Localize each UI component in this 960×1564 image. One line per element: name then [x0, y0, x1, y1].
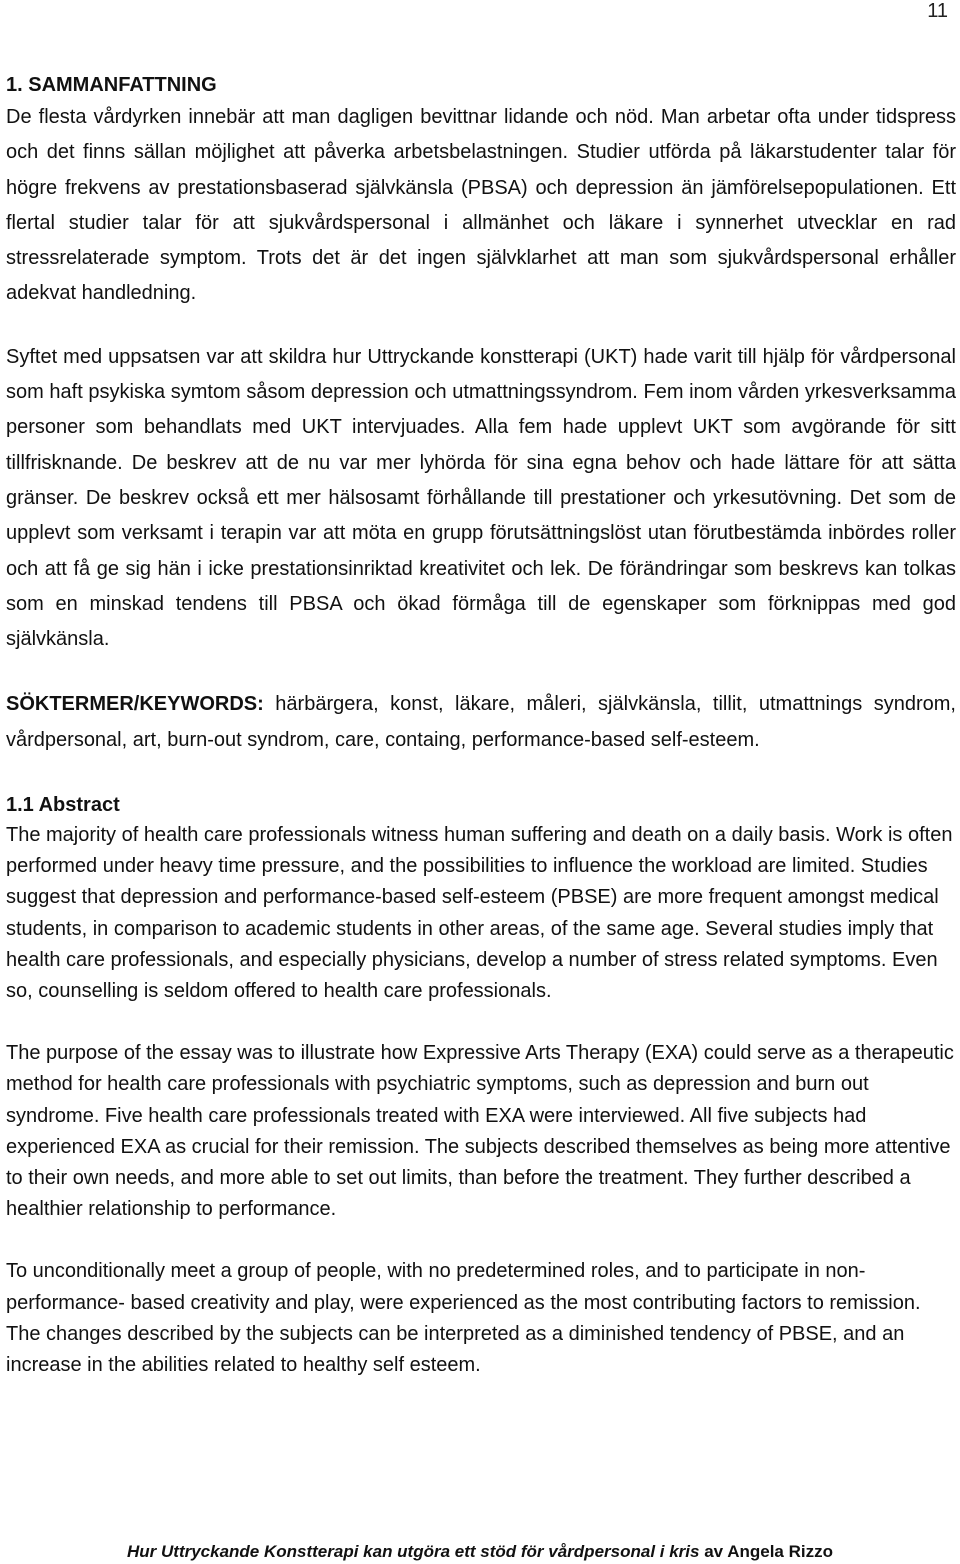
footer-title: Hur Uttryckande Konstterapi kan utgöra ett stöd för vårdpersonal i kris: [127, 1542, 700, 1561]
abstract-paragraph-1: The majority of health care professionals witness human suffering and death on a daily basis. Work is often performed under heavy time pressure, and the possibilities to influence the workload are limited. Studies suggest that depression and performance-based self-esteem (PBSE) are more frequent amongst medical students, in comparison to academic students in other areas, of the same age. Several studies imply that health care professionals, and especially physicians, develop a number of stress related symptoms. Even so, counselling is seldom offered to health care professionals.: [6, 824, 953, 1003]
sammanfattning-paragraph-1: De flesta vårdyrken innebär att man dagligen bevittnar lidande och nöd. Man arbetar ofta under tidspress och det finns sällan möjlighet att påverka arbetsbelastningen. Studier utförda på läkarstudenter talar för högre frekvens av prestationsbaserad självkänsla (PBSA) och depression än jämförelsepopulationen. Ett flertal studier talar för att sjukvårdspersonal i allmänhet och läkare i synnerhet utvecklar en rad stressrelaterade symptom. Trots det är det ingen självklarhet att man som sjukvårdspersonal erhåller adekvat handledning.: [6, 106, 956, 305]
document-body: [6, 70, 956, 1381]
page-number: 11: [927, 0, 948, 22]
footer-author: av Angela Rizzo: [699, 1542, 833, 1561]
page-footer: [0, 1542, 960, 1562]
abstract-paragraph-3: To unconditionally meet a group of people, with no predetermined roles, and to participate in non-performance- based creativity and play, were experienced as the most contributing factors to remission. The changes described by the subjects can be interpreted as a diminished tendency of PBSE, and an increase in the abilities related to healthy self esteem.: [6, 1260, 921, 1377]
abstract-paragraph-2: The purpose of the essay was to illustrate how Expressive Arts Therapy (EXA) could serve as a therapeutic method for health care professionals with psychiatric symptoms, such as depression and burn out syndrome. Five health care professionals treated with EXA were interviewed. All five subjects had experienced EXA as crucial for their remission. The subjects described themselves as being more attentive to their own needs, and more able to set out limits, than before the treatment. They further described a healthier relationship to performance.: [6, 1042, 954, 1221]
keywords-paragraph: [6, 687, 956, 758]
section-heading-abstract: 1.1 Abstract: [6, 794, 120, 817]
sammanfattning-paragraph-2: Syftet med uppsatsen var att skildra hur Uttryckande konstterapi (UKT) hade varit till hjälp för vårdpersonal som haft psykiska symtom såsom depression och utmattningssyndrom. Fem inom vården yrkesverksamma personer som behandlats med UKT intervjuades. Alla fem hade upplevt UKT som avgörande för sitt tillfrisknande. De beskrev att de nu var mer lyhörda för sina egna behov och hade lättare för att sätta gränser. De beskrev också ett mer hälsosamt förhållande till prestationer och yrkesutövning. Det som de upplevt som verksamt i terapin var att möta en grupp förutsättningslöst utan förutbestämda inbördes roller och att få ge sig hän i icke prestationsinriktad kreativitet och lek. De förändringar som beskrevs kan tolkas som en minskad tendens till PBSA och ökad förmåga till de egenskaper som förknippas med god självkänsla.: [6, 345, 956, 651]
keywords-label: SÖKTERMER/KEYWORDS:: [6, 693, 264, 716]
keywords-text: härbärgera, konst, läkare, måleri, självkänsla, tillit, utmattnings syndrom, vårdpersonal, art, burn-out syndrom, care, containg, performance-based self-esteem.: [6, 693, 956, 751]
section-heading-sammanfattning: 1. SAMMANFATTNING: [6, 74, 217, 96]
